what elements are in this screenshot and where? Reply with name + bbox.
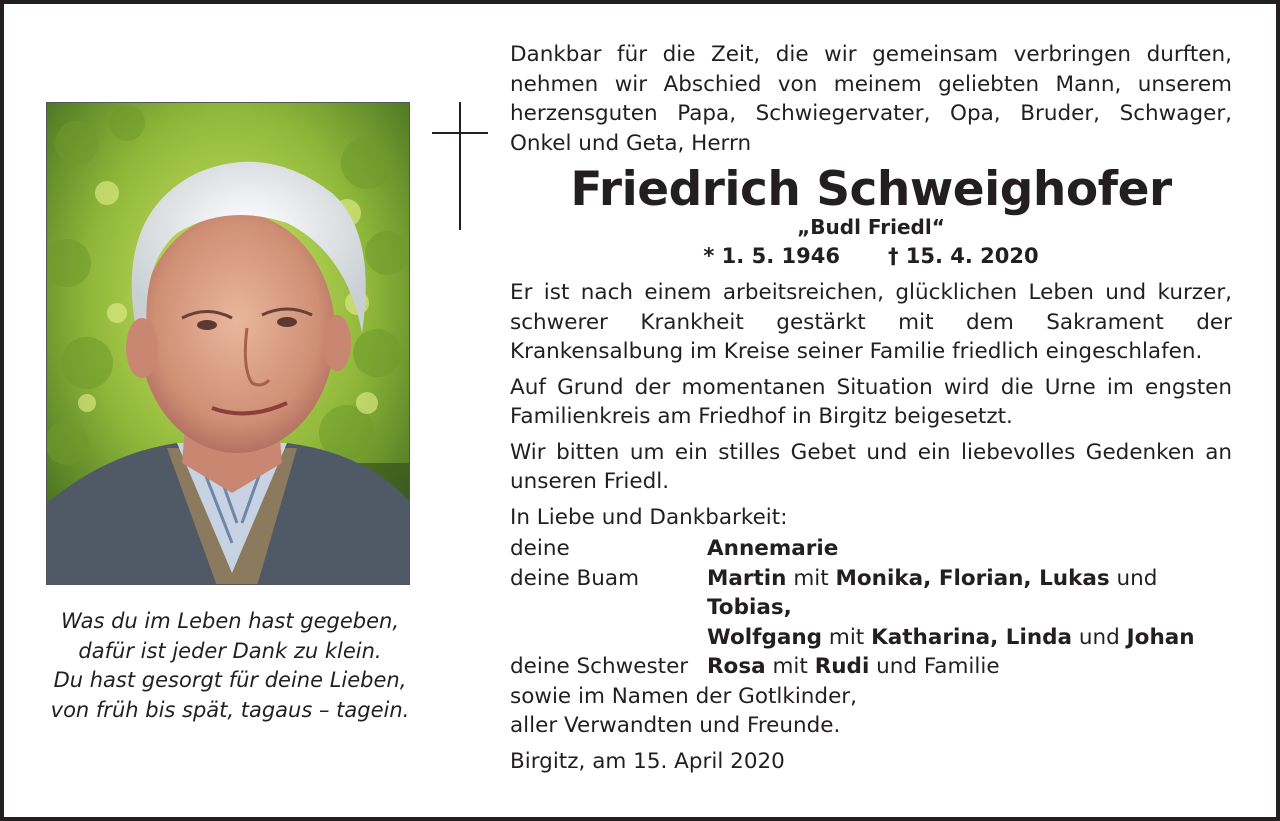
paragraph-burial: Auf Grund der momentanen Situation wird die Urne im engsten Familienkreis am Friedhof in Birgitz beigesetzt. — [510, 374, 1232, 429]
obituary-text — [510, 40, 1232, 776]
birth-date: * 1. 5. 1946 — [703, 244, 840, 268]
intro-line: Onkel und Geta, Herrn — [510, 130, 752, 156]
paragraph-death: Er ist nach einem arbeitsreichen, glücklichen Leben und kurzer, schwerer Krankheit gestärkt mit dem Sakrament der Krankensalbung im Kreise seiner Familie friedlich eingeschlafen. — [510, 280, 1232, 364]
poem-line: von früh bis spät, tagaus – tagein. — [50, 697, 410, 722]
family-row — [510, 564, 1232, 653]
relation-label: deine Schwester — [510, 654, 689, 679]
greeting: In Liebe und Dankbarkeit: — [510, 504, 788, 530]
poem-line: dafür ist jeder Dank zu klein. — [78, 638, 382, 663]
poem — [30, 607, 430, 725]
poem-line: Was du im Leben hast gegeben, — [61, 609, 399, 633]
relation-label: deine Buam — [510, 565, 640, 591]
deceased-name: Friedrich Schweighofer — [570, 162, 1172, 217]
family-row — [510, 534, 1232, 564]
poem-line: Du hast gesorgt für deine Lieben, — [53, 668, 407, 692]
relation-label: deine — [510, 536, 570, 561]
intro-line: Dankbar für die Zeit, die wir gemeinsam verbringen durften, — [510, 42, 1232, 67]
family-row — [510, 652, 1232, 682]
family-names: Rosa mit Rudi und Familie — [707, 654, 1000, 679]
family-line: aller Verwandten und Freunde. — [510, 713, 841, 738]
nickname: „Budl Friedl“ — [797, 215, 945, 239]
family-names: Annemarie — [707, 536, 839, 561]
intro-line: nehmen wir Abschied von meinem geliebten Mann, unserem — [510, 71, 1232, 97]
family-line: sowie im Namen der Gotlkinder, — [510, 683, 857, 709]
family-list — [510, 534, 1232, 741]
intro — [510, 40, 1232, 158]
life-dates — [510, 240, 1232, 272]
portrait-photo — [46, 102, 410, 585]
death-date: † 15. 4. 2020 — [887, 244, 1039, 268]
place-date: Birgitz, am 15. April 2020 — [510, 748, 785, 774]
intro-line: herzensguten Papa, Schwiegervater, Opa, Bruder, Schwager, — [510, 101, 1232, 126]
cross-icon — [432, 102, 488, 230]
paragraph-prayer: Wir bitten um ein stilles Gebet und ein liebevolles Gedenken an unseren Friedl. — [510, 439, 1232, 494]
family-names: Martin mit Monika, Florian, Lukas und Tobias, Wolfgang mit Katharina, Linda und Johan — [707, 565, 1195, 650]
